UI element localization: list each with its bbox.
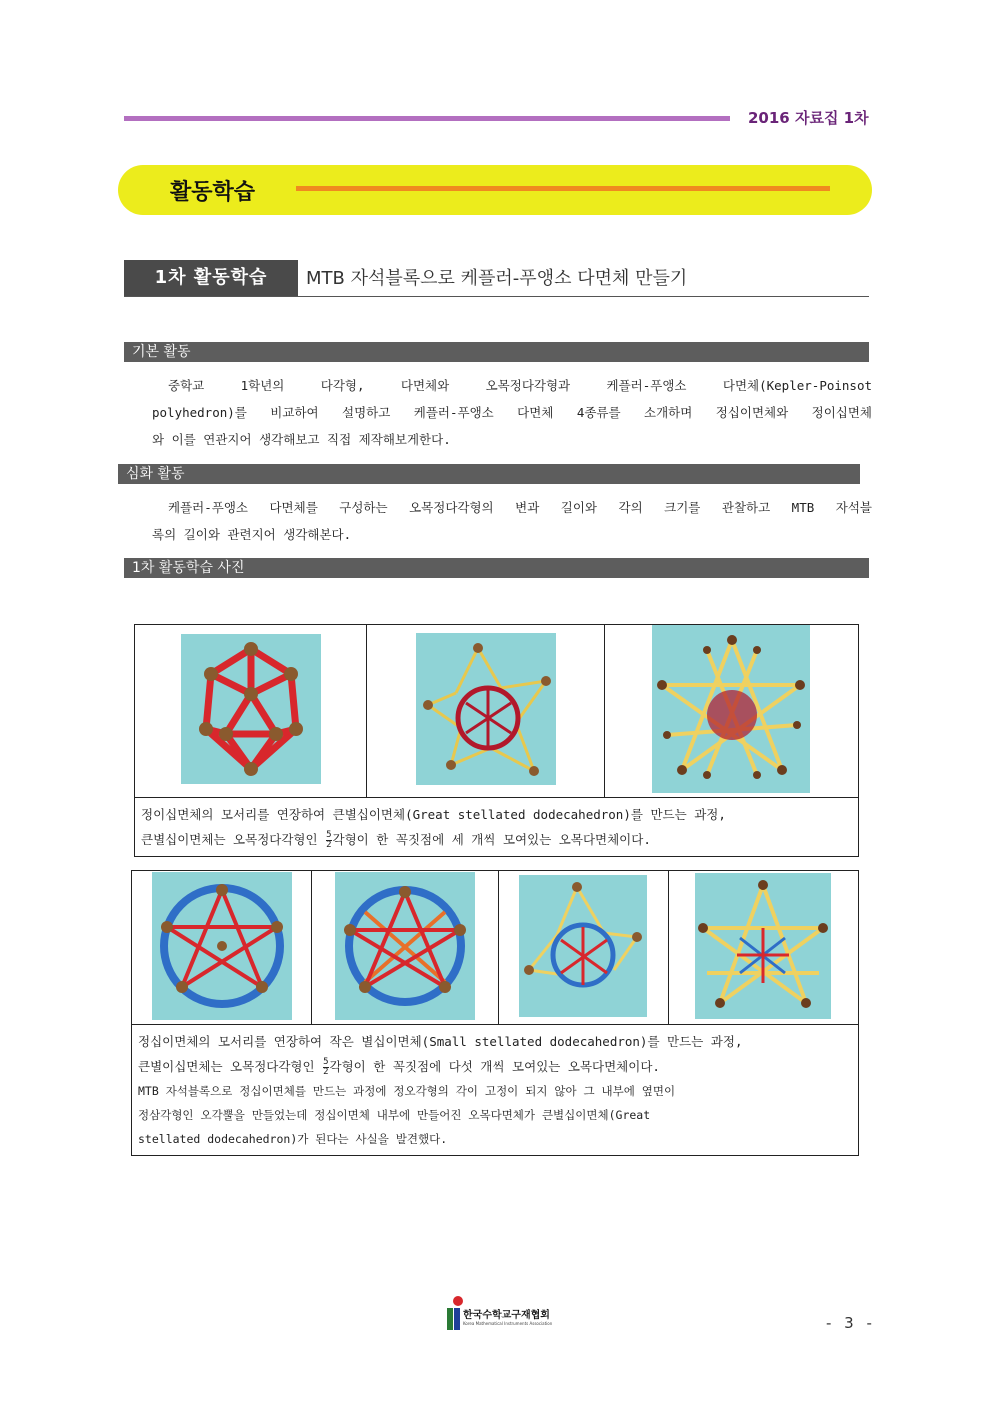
advanced-activity-text bbox=[152, 494, 872, 548]
fraction-numerator: 5 bbox=[323, 1057, 329, 1067]
caption-text: 큰별이십면체는 오목정다각형인 bbox=[138, 1059, 323, 1074]
photo-table-1 bbox=[134, 624, 859, 857]
caption-note-line: 정삼각형인 오각뿔을 만들었는데 정십이면체 내부에 만들어진 오목다면체가 큰별십이면체(Great bbox=[138, 1108, 651, 1122]
advanced-activity-heading: 심화 활동 bbox=[118, 464, 860, 484]
photo-cell bbox=[135, 625, 367, 798]
caption-line: 정이십면체의 모서리를 연장하여 큰별십이면체(Great stellated dodecahedron)를 만드는 과정, bbox=[141, 807, 726, 822]
logo-bar-icon bbox=[454, 1308, 460, 1330]
logo-text: 한국수학교구재협회 bbox=[463, 1310, 550, 1321]
photo-great-stellated bbox=[652, 625, 810, 793]
basic-line: 와 이를 연관지어 생각해보고 직접 제작해보게한다. bbox=[152, 432, 451, 447]
photo-cell bbox=[668, 871, 858, 1025]
activity-label-box: 1차 활동학습 bbox=[124, 260, 298, 296]
photo-cell bbox=[604, 625, 858, 798]
caption-line: 정십이면체의 모서리를 연장하여 작은 별십이면체(Small stellated dodecahedron)를 만드는 과정, bbox=[138, 1034, 743, 1049]
page-number: - 3 - bbox=[826, 1314, 876, 1332]
basic-line: 중학교 1학년의 다각형, 다면체와 오목정다각형과 케플러-푸앵소 다면체(Kepler-Poinsot bbox=[168, 378, 872, 393]
caption-text: 각형이 한 꼭짓점에 세 개씩 모여있는 오목다면체이다. bbox=[332, 832, 651, 847]
fraction bbox=[326, 831, 331, 850]
logo-subtext: Korea Mathematical Instruments Association bbox=[463, 1321, 553, 1326]
basic-activity-heading: 기본 활동 bbox=[124, 342, 869, 362]
caption-line bbox=[141, 827, 852, 852]
fraction bbox=[323, 1058, 328, 1077]
photo-small-stellated-stage bbox=[519, 875, 647, 1017]
logo-dot-icon bbox=[453, 1296, 463, 1306]
photo-dodecahedron bbox=[152, 872, 292, 1020]
caption-line bbox=[138, 1054, 852, 1079]
basic-line: polyhedron)를 비교하여 설명하고 케플러-푸앵소 다면체 4종류를 소개하며 정십이면체와 정이십면체 bbox=[152, 405, 872, 420]
fraction-denominator: 2 bbox=[323, 1067, 329, 1077]
photo-small-stellated bbox=[695, 873, 831, 1019]
photo-cell bbox=[367, 625, 604, 798]
photo-table-2 bbox=[131, 870, 859, 1156]
banner-title: 활동학습 bbox=[170, 180, 256, 205]
fraction-numerator: 5 bbox=[326, 830, 332, 840]
advanced-line: 케플러-푸앵소 다면체를 구성하는 오목정다각형의 변과 길이와 각의 크기를 관찰하고 MTB 자석블 bbox=[168, 500, 872, 515]
basic-activity-text bbox=[152, 372, 872, 453]
caption-note-line: MTB 자석블록으로 정십이면체를 만드는 과정에 정오각형의 각이 고정이 되지 않아 그 내부에 옆면이 bbox=[138, 1084, 676, 1098]
photo-cell bbox=[312, 871, 498, 1025]
activity-underline bbox=[124, 296, 869, 297]
photo-caption-2 bbox=[132, 1025, 859, 1156]
photo-cell bbox=[498, 871, 668, 1025]
photos-heading: 1차 활동학습 사진 bbox=[124, 558, 869, 578]
banner-line bbox=[296, 186, 830, 191]
activity-title: MTB 자석블록으로 케플러-푸앵소 다면체 만들기 bbox=[306, 268, 688, 289]
photo-cell bbox=[132, 871, 312, 1025]
photo-caption-1 bbox=[135, 798, 859, 857]
logo-bar-icon bbox=[447, 1308, 453, 1330]
association-logo bbox=[447, 1296, 557, 1336]
photo-icosahedron bbox=[181, 634, 321, 784]
advanced-line: 록의 길이와 관련지어 생각해본다. bbox=[152, 527, 352, 542]
header-rule bbox=[124, 116, 730, 121]
document-label: 2016 자료집 1차 bbox=[748, 109, 869, 127]
photo-star-stage bbox=[416, 633, 556, 785]
caption-note-line: stellated dodecahedron)가 된다는 사실을 발견했다. bbox=[138, 1132, 448, 1146]
photo-dodecahedron-inner bbox=[335, 872, 475, 1020]
caption-text: 각형이 한 꼭짓점에 다섯 개씩 모여있는 오목다면체이다. bbox=[329, 1059, 660, 1074]
caption-text: 큰별십이면체는 오목정다각형인 bbox=[141, 832, 326, 847]
fraction-denominator: 2 bbox=[326, 840, 332, 850]
